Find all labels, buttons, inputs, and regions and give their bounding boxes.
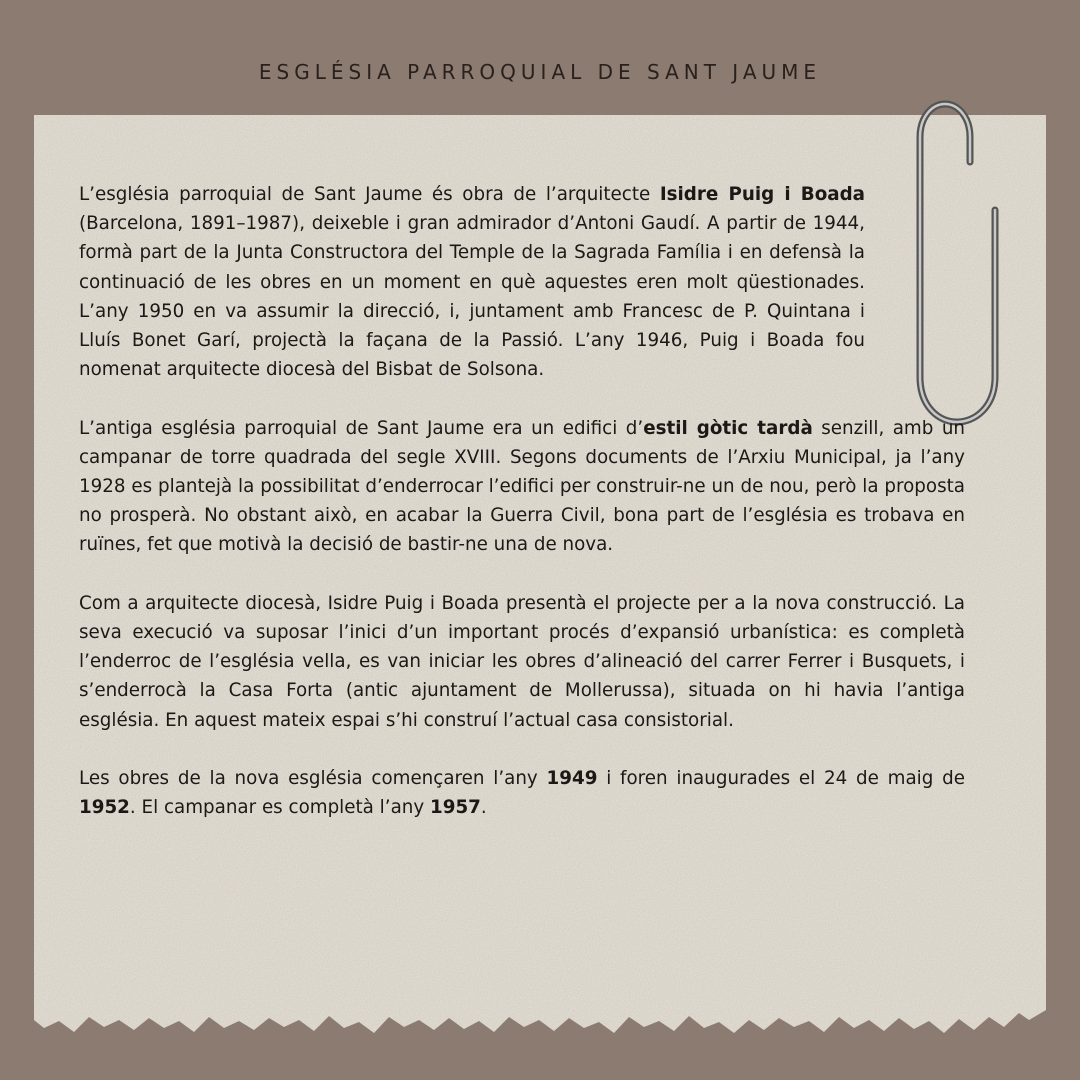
paragraph-4: Les obres de la nova església començaren l’any 1949 i foren inaugurades el 24 de maig de 1952. El campanar es completà l’any 1957.: [79, 768, 965, 819]
article-body: [79, 180, 965, 852]
paragraph-2: L’antiga església parroquial de Sant Jaume era un edifici d’estil gòtic tardà senzill, amb un campanar de torre quadrada del segle XVIII. Segons documents de l’Arxiu Municipal, ja l’any 1928 es plantejà la possibilitat d’enderrocar l’edifici per construir-ne un de nou, però la proposta no prosperà. No obstant això, en acabar la Guerra Civil, bona part de l’església es trobava en ruïnes, fet que motivà la decisió de bastir-ne una de nova.: [79, 417, 965, 556]
paragraph-1: L’església parroquial de Sant Jaume és obra de l’arquitecte Isidre Puig i Boada (Barcelona, 1891–1987), deixeble i gran admirador d’Antoni Gaudí. A partir de 1944, formà part de la Junta Constructora del Temple de la Sagrada Família i en defensà la continuació de les obres en un moment en què aquestes eren molt qüestionades. L’any 1950 en va assumir la direcció, i, juntament amb Francesc de P. Quintana i Lluís Bonet Garí, projectà la façana de la Passió. L’any 1946, Puig i Boada fou nomenat arquitecte diocesà del Bisbat de Solsona.: [79, 184, 866, 381]
page-title: ESGLÉSIA PARROQUIAL DE SANT JAUME: [258, 60, 822, 84]
paragraph-3: Com a arquitecte diocesà, Isidre Puig i Boada presentà el projecte per a la nova construcció. La seva execució va suposar l’inici d’un important procés d’expansió urbanística: es completà l’enderroc de l’església vella, es van iniciar les obres d’alineació del carrer Ferrer i Busquets, i s’enderrocà la Casa Forta (antic ajuntament de Mollerussa), situada on hi havia l’antiga església. En aquest mateix espai s’hi construí l’actual casa consistorial.: [79, 592, 965, 731]
